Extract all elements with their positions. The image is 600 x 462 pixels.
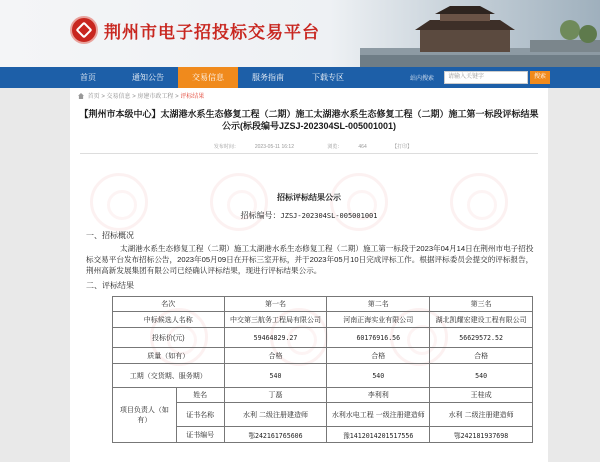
candidate-name: 中交第三航务工程局有限公司 [224, 312, 327, 328]
header-third: 第三名 [430, 297, 533, 312]
pm-name: 李利利 [327, 388, 430, 403]
period-value: 540 [224, 364, 327, 388]
section-result-heading: 二、评标结果 [86, 281, 134, 290]
section-overview-heading: 一、招标概况 [86, 231, 134, 240]
pm-label: 项目负责人（如有） [113, 388, 177, 443]
bid-price: 56629572.52 [430, 328, 533, 348]
doc-code-value: JZSJ-202304SL-005001001 [280, 212, 378, 220]
header-first: 第一名 [224, 297, 327, 312]
nav-item-downloads[interactable]: 下载专区 [312, 73, 344, 82]
table-row [113, 427, 533, 443]
table-row [113, 312, 533, 328]
cert-no: 鄂242161765606 [224, 427, 327, 443]
doc-heading: 招标评标结果公示 [277, 193, 341, 202]
result-table [112, 296, 533, 443]
bid-price: 59464829.27 [224, 328, 327, 348]
cert-name: 水利 二级注册建造师 [430, 403, 533, 427]
table-row [113, 403, 533, 427]
breadcrumb-item-trade-info[interactable]: 交易信息 [106, 94, 131, 100]
quality-value: 合格 [430, 348, 533, 364]
price-label: 投标价(元) [113, 328, 225, 348]
home-icon [78, 93, 84, 99]
views-count: 464 [358, 144, 367, 150]
search-input[interactable]: 请输入关键字 [444, 71, 528, 84]
cert-name: 水利 二级注册建造师 [224, 403, 327, 427]
publish-label: 发布时间： [213, 144, 239, 150]
views-label: 浏览： [327, 144, 343, 150]
search-label: 站内搜索 [410, 76, 435, 82]
cert-no-label: 证书编号 [176, 427, 224, 443]
search-button[interactable]: 搜索 [530, 71, 550, 84]
site-logo-icon[interactable] [70, 16, 98, 44]
candidate-name: 河南正海实业有限公司 [327, 312, 430, 328]
candidate-name: 湖北凯耀宏建设工程有限公司 [430, 312, 533, 328]
site-title[interactable]: 荆州市电子招投标交易平台 [104, 23, 320, 43]
nav-item-home[interactable]: 首页 [80, 73, 96, 82]
period-value: 540 [327, 364, 430, 388]
cert-name-label: 证书名称 [176, 403, 224, 427]
pm-name: 丁磊 [224, 388, 327, 403]
nav-item-trade-info[interactable]: 交易信息 [178, 67, 238, 88]
pm-name-label: 姓名 [176, 388, 224, 403]
table-row [113, 348, 533, 364]
nav-item-service-guide[interactable]: 服务指南 [252, 73, 284, 82]
breadcrumb-item-category[interactable]: 房建市政工程 [137, 94, 174, 100]
quality-label: 质量（如有） [113, 348, 225, 364]
table-row [113, 328, 533, 348]
header-second: 第二名 [327, 297, 430, 312]
site-banner [0, 0, 600, 67]
doc-code [70, 210, 548, 221]
breadcrumb-item-current[interactable]: 评标结果 [180, 94, 205, 100]
title-divider [80, 153, 538, 154]
cert-no: 鄂242181937698 [430, 427, 533, 443]
article-title: 【荆州市本级中心】太湖港水系生态修复工程（二期）施工太湖港水系生态修复工程（二期）施工第一标段评标结果公示(标段编号JZSJ-202304SL-005001001) [79, 109, 539, 131]
quality-value: 合格 [327, 348, 430, 364]
content-panel [70, 88, 548, 462]
doc-code-label: 招标编号： [240, 211, 281, 220]
cert-name: 水利水电工程 一级注册建造师 [327, 403, 430, 427]
quality-value: 合格 [224, 348, 327, 364]
period-value: 540 [430, 364, 533, 388]
nav-item-notices[interactable]: 通知公告 [132, 73, 164, 82]
print-link[interactable]: 【打印】 [392, 144, 413, 150]
main-nav [0, 67, 600, 88]
city-wall-skyline-icon [360, 0, 600, 67]
overview-paragraph: 太湖港水系生态修复工程（二期）施工太湖港水系生态修复工程（二期）施工第一标段于2023年04月14日在荆州市电子招投标交易平台发布招标公告，2023年05月09日在开标三室开标，并于2023年05月10日完成评标工作。根据评标委员会提交的评标报告，荆州高新发展集团有限公司已经确认评标结果，现进行评标结果公示。 [86, 244, 534, 275]
table-row [113, 388, 533, 403]
table-row [113, 297, 533, 312]
header-rank: 名次 [113, 297, 225, 312]
pm-name: 王桂成 [430, 388, 533, 403]
table-row [113, 364, 533, 388]
article-meta [70, 143, 548, 150]
cert-no: 豫1412014201517556 [327, 427, 430, 443]
period-label: 工期（交货期、服务期） [113, 364, 225, 388]
candidate-label: 中标候选人名称 [113, 312, 225, 328]
breadcrumb-item-home[interactable]: 首页 [87, 94, 100, 100]
publish-time: 2023-05-11 16:12 [254, 144, 294, 150]
breadcrumb: 首页 > 交易信息 > 房建市政工程 > 评标结果 [78, 91, 204, 100]
bid-price: 60176916.56 [327, 328, 430, 348]
